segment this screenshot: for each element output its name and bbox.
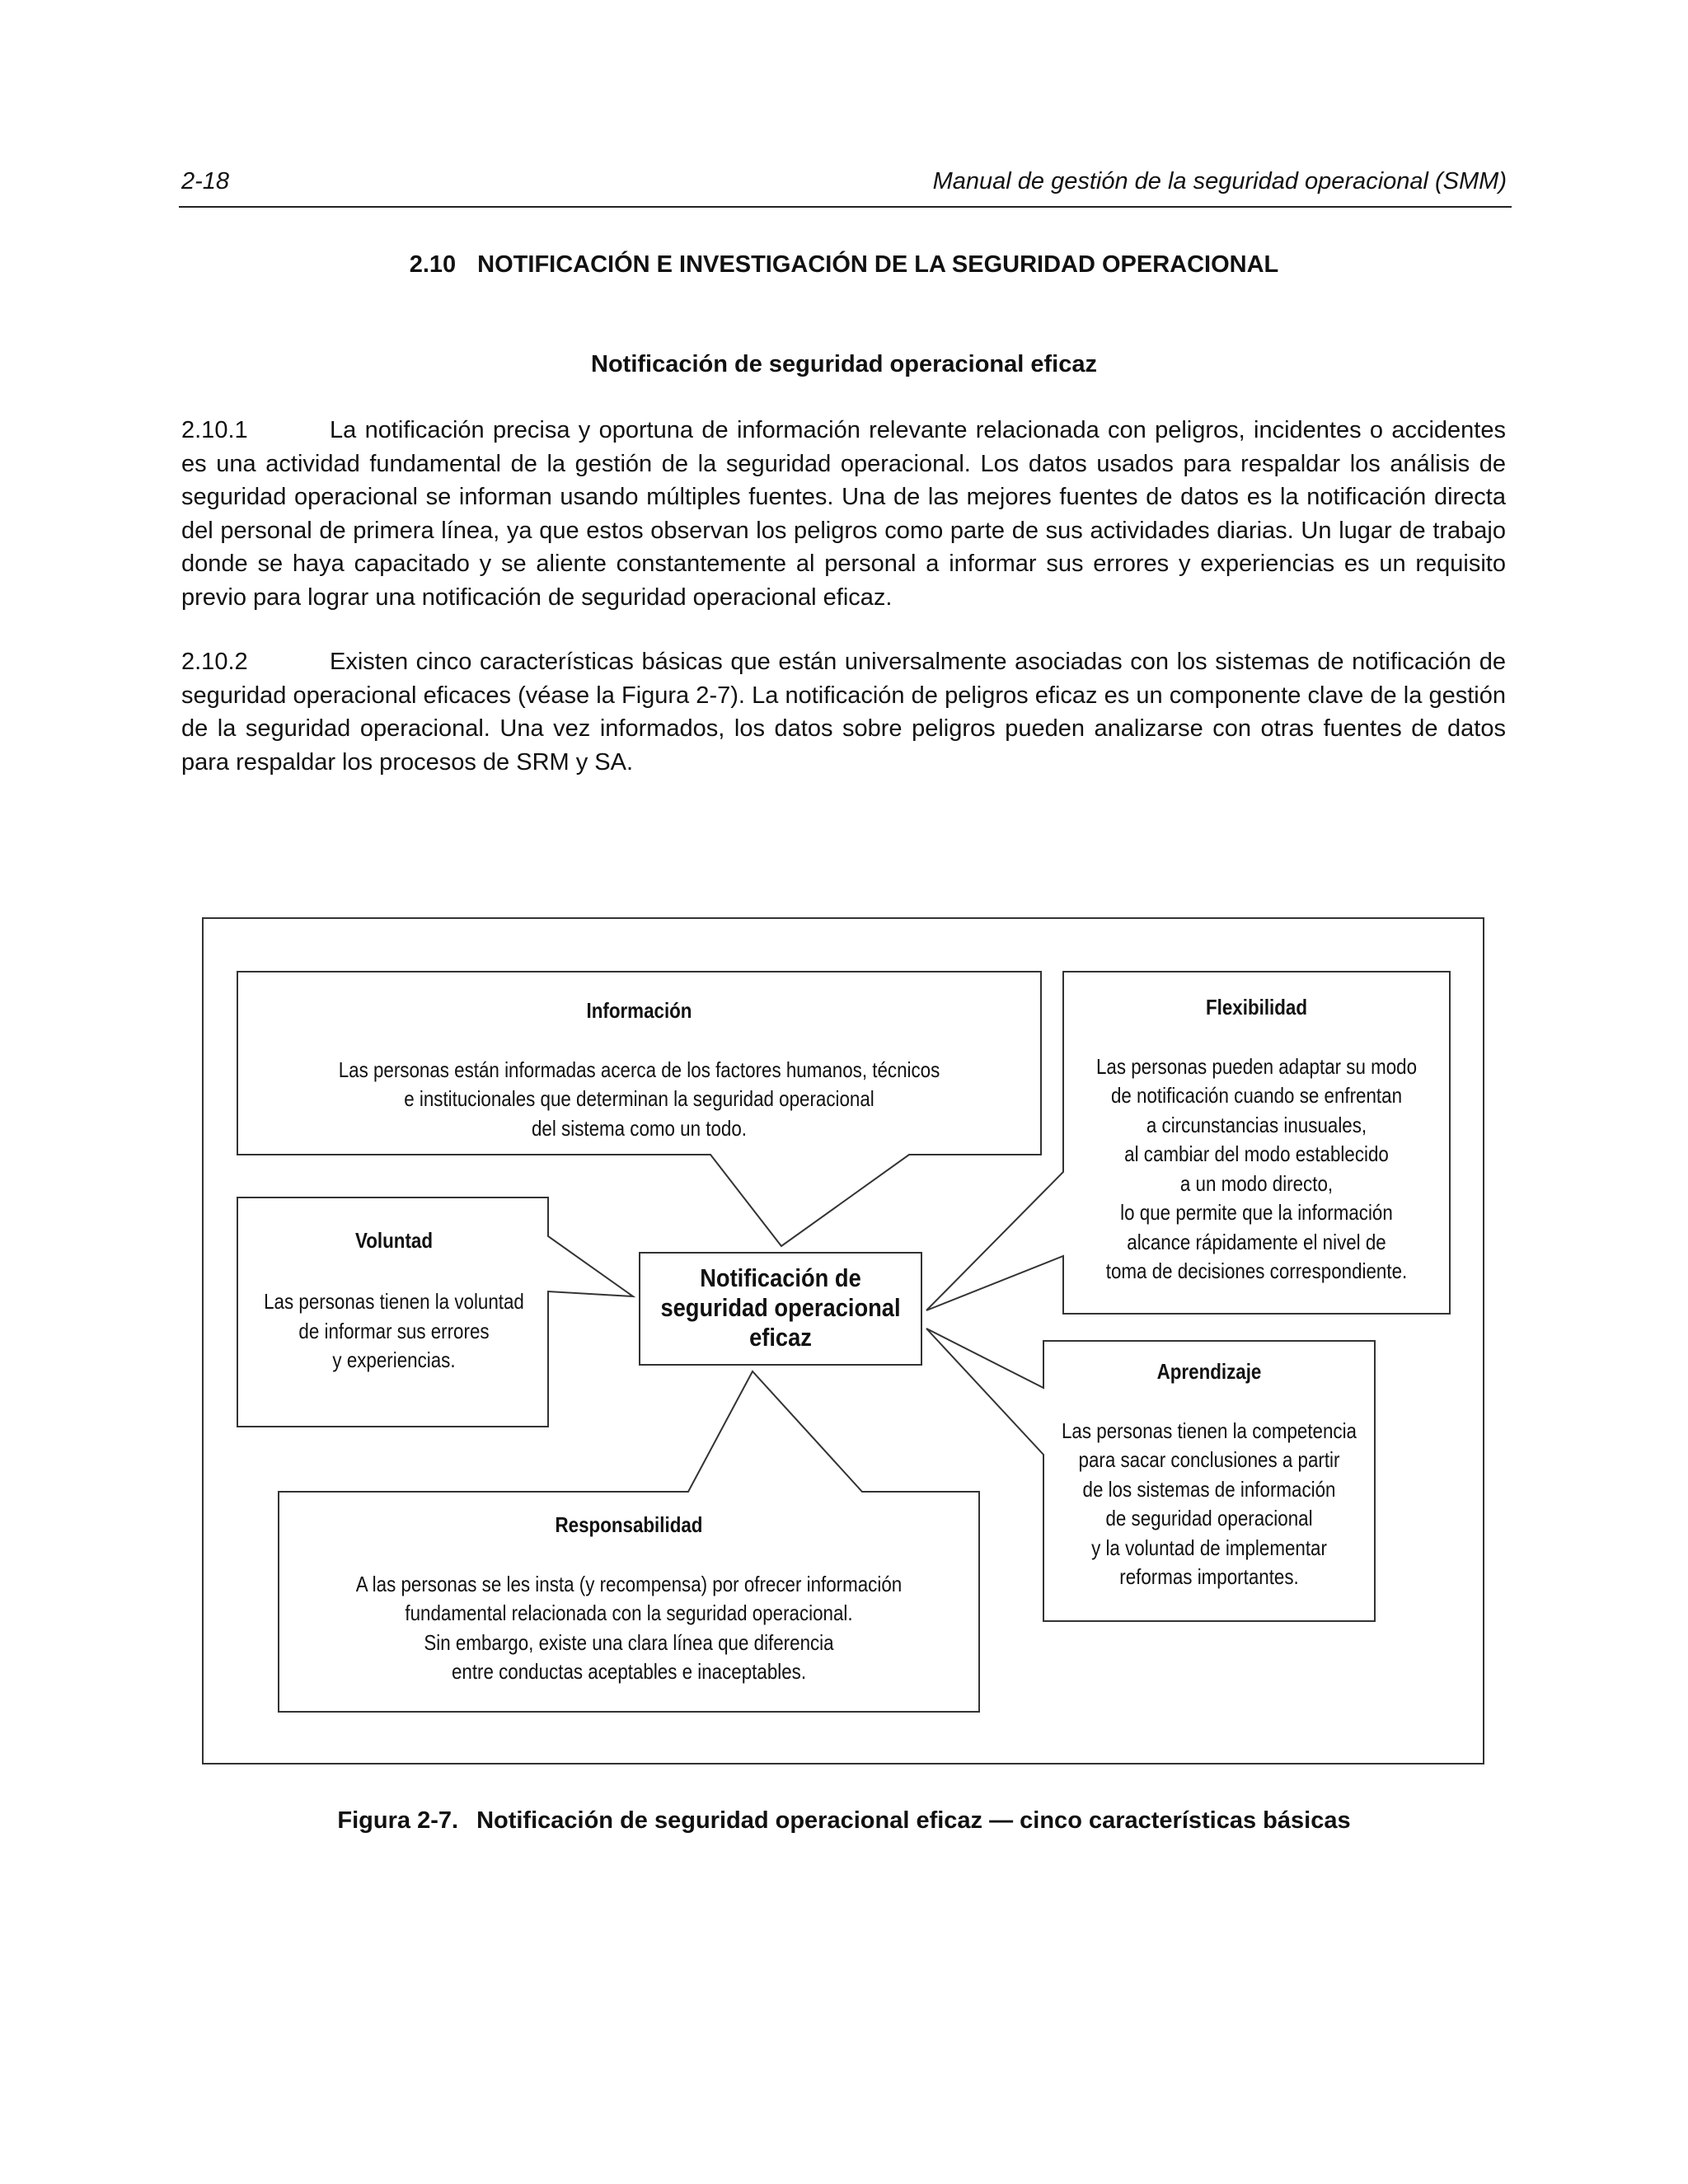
paragraph-text: La notificación precisa y oportuna de información relevante relacionada con peligros, incidentes o accidentes es una actividad fundamental de la gestión de la seguridad operacional. Los datos usados para respaldar los análisis de seguridad operacional se informan usando múltiples fuentes. Una de las mejores fuentes de datos es la notificación directa del personal de primera línea, ya que estos observan los peligros como parte de sus actividades diarias. Un lugar de trabajo donde se haya capacitado y se aliente constantemente al personal a informar sus errores y experiencias es un requisito previo para lograr una notificación de seguridad operacional eficaz. xyxy=(181,417,1506,611)
box-line: de notificación cuando se enfrentan xyxy=(1110,1083,1403,1108)
running-title: Manual de gestión de la seguridad operacional (SMM) xyxy=(932,168,1507,194)
box-informacion xyxy=(293,996,985,1143)
box-line: entre conductas aceptables e inaceptables. xyxy=(451,1659,807,1684)
box-line: Las personas pueden adaptar su modo xyxy=(1095,1053,1418,1079)
box-line: de informar sus errores xyxy=(298,1318,490,1343)
box-line: y experiencias. xyxy=(332,1347,456,1372)
page-number: 2-18 xyxy=(181,168,230,194)
box-line: Sin embargo, existe una clara línea que diferencia xyxy=(424,1629,834,1655)
box-voluntad-title xyxy=(260,1226,529,1256)
box-line: Las personas tienen la competencia xyxy=(1061,1418,1357,1443)
box-title: Responsabilidad xyxy=(555,1512,703,1537)
box-line: Las personas están informadas acerca de los factores humanos, técnicos xyxy=(338,1057,940,1082)
section-number: 2.10 xyxy=(409,251,457,278)
figure-caption xyxy=(0,1807,1688,1835)
box-title: Voluntad xyxy=(355,1228,433,1253)
box-line: al cambiar del modo establecido xyxy=(1124,1141,1389,1166)
center-line: seguridad operacional xyxy=(660,1293,901,1322)
box-line: a un modo directo, xyxy=(1179,1170,1334,1196)
box-line: Las personas tienen la voluntad xyxy=(264,1289,524,1314)
box-line: y la voluntad de implementar xyxy=(1091,1535,1327,1560)
center-line: eficaz xyxy=(749,1323,812,1352)
box-line: toma de decisiones correspondiente. xyxy=(1105,1258,1408,1283)
box-aprendizaje xyxy=(1055,1357,1362,1592)
subsection-title: Notificación de seguridad operacional eficaz xyxy=(591,351,1097,377)
box-title: Información xyxy=(586,998,692,1023)
paragraph-number: 2.10.2 xyxy=(181,649,248,675)
figure-number: Figura 2-7. xyxy=(337,1807,459,1834)
box-line: lo que permite que la información xyxy=(1120,1200,1393,1225)
box-title: Flexibilidad xyxy=(1205,995,1308,1019)
section-heading: NOTIFICACIÓN E INVESTIGACIÓN DE LA SEGURIDAD OPERACIONAL xyxy=(477,251,1279,278)
box-voluntad xyxy=(260,1287,529,1376)
box-line: de seguridad operacional xyxy=(1105,1506,1313,1530)
box-line: para sacar conclusiones a partir xyxy=(1078,1447,1340,1472)
box-flexibilidad xyxy=(1090,993,1423,1286)
paragraph-text: Existen cinco características básicas que están universalmente asociadas con los sistemas de notificación de seguridad operacional eficaces (véase la Figura 2-7). La notificación de peligros eficaz es un componente clave de la gestión de la seguridad operacional. Una vez informados, los datos sobre peligros pueden analizarse con otras fuentes de datos para respaldar los procesos de SRM y SA. xyxy=(181,649,1506,776)
box-line: e institucionales que determinan la seguridad operacional xyxy=(404,1086,874,1111)
box-responsabilidad xyxy=(328,1511,931,1687)
box-line: de los sistemas de información xyxy=(1082,1476,1336,1502)
box-title: Aprendizaje xyxy=(1156,1359,1262,1384)
box-line: del sistema como un todo. xyxy=(531,1115,748,1141)
box-line: reformas importantes. xyxy=(1119,1564,1299,1589)
figure-caption-text: Notificación de seguridad operacional eficaz — cinco características básicas xyxy=(476,1807,1351,1834)
box-line: fundamental relacionada con la seguridad operacional. xyxy=(405,1601,853,1625)
box-line: alcance rápidamente el nivel de xyxy=(1127,1229,1386,1254)
paragraph-number: 2.10.1 xyxy=(181,417,248,443)
box-line: a circunstancias inusuales, xyxy=(1146,1112,1367,1137)
center-line: Notificación de xyxy=(700,1263,861,1292)
box-line: A las personas se les insta (y recompensa) por ofrecer información xyxy=(355,1571,903,1596)
center-label xyxy=(657,1263,905,1352)
